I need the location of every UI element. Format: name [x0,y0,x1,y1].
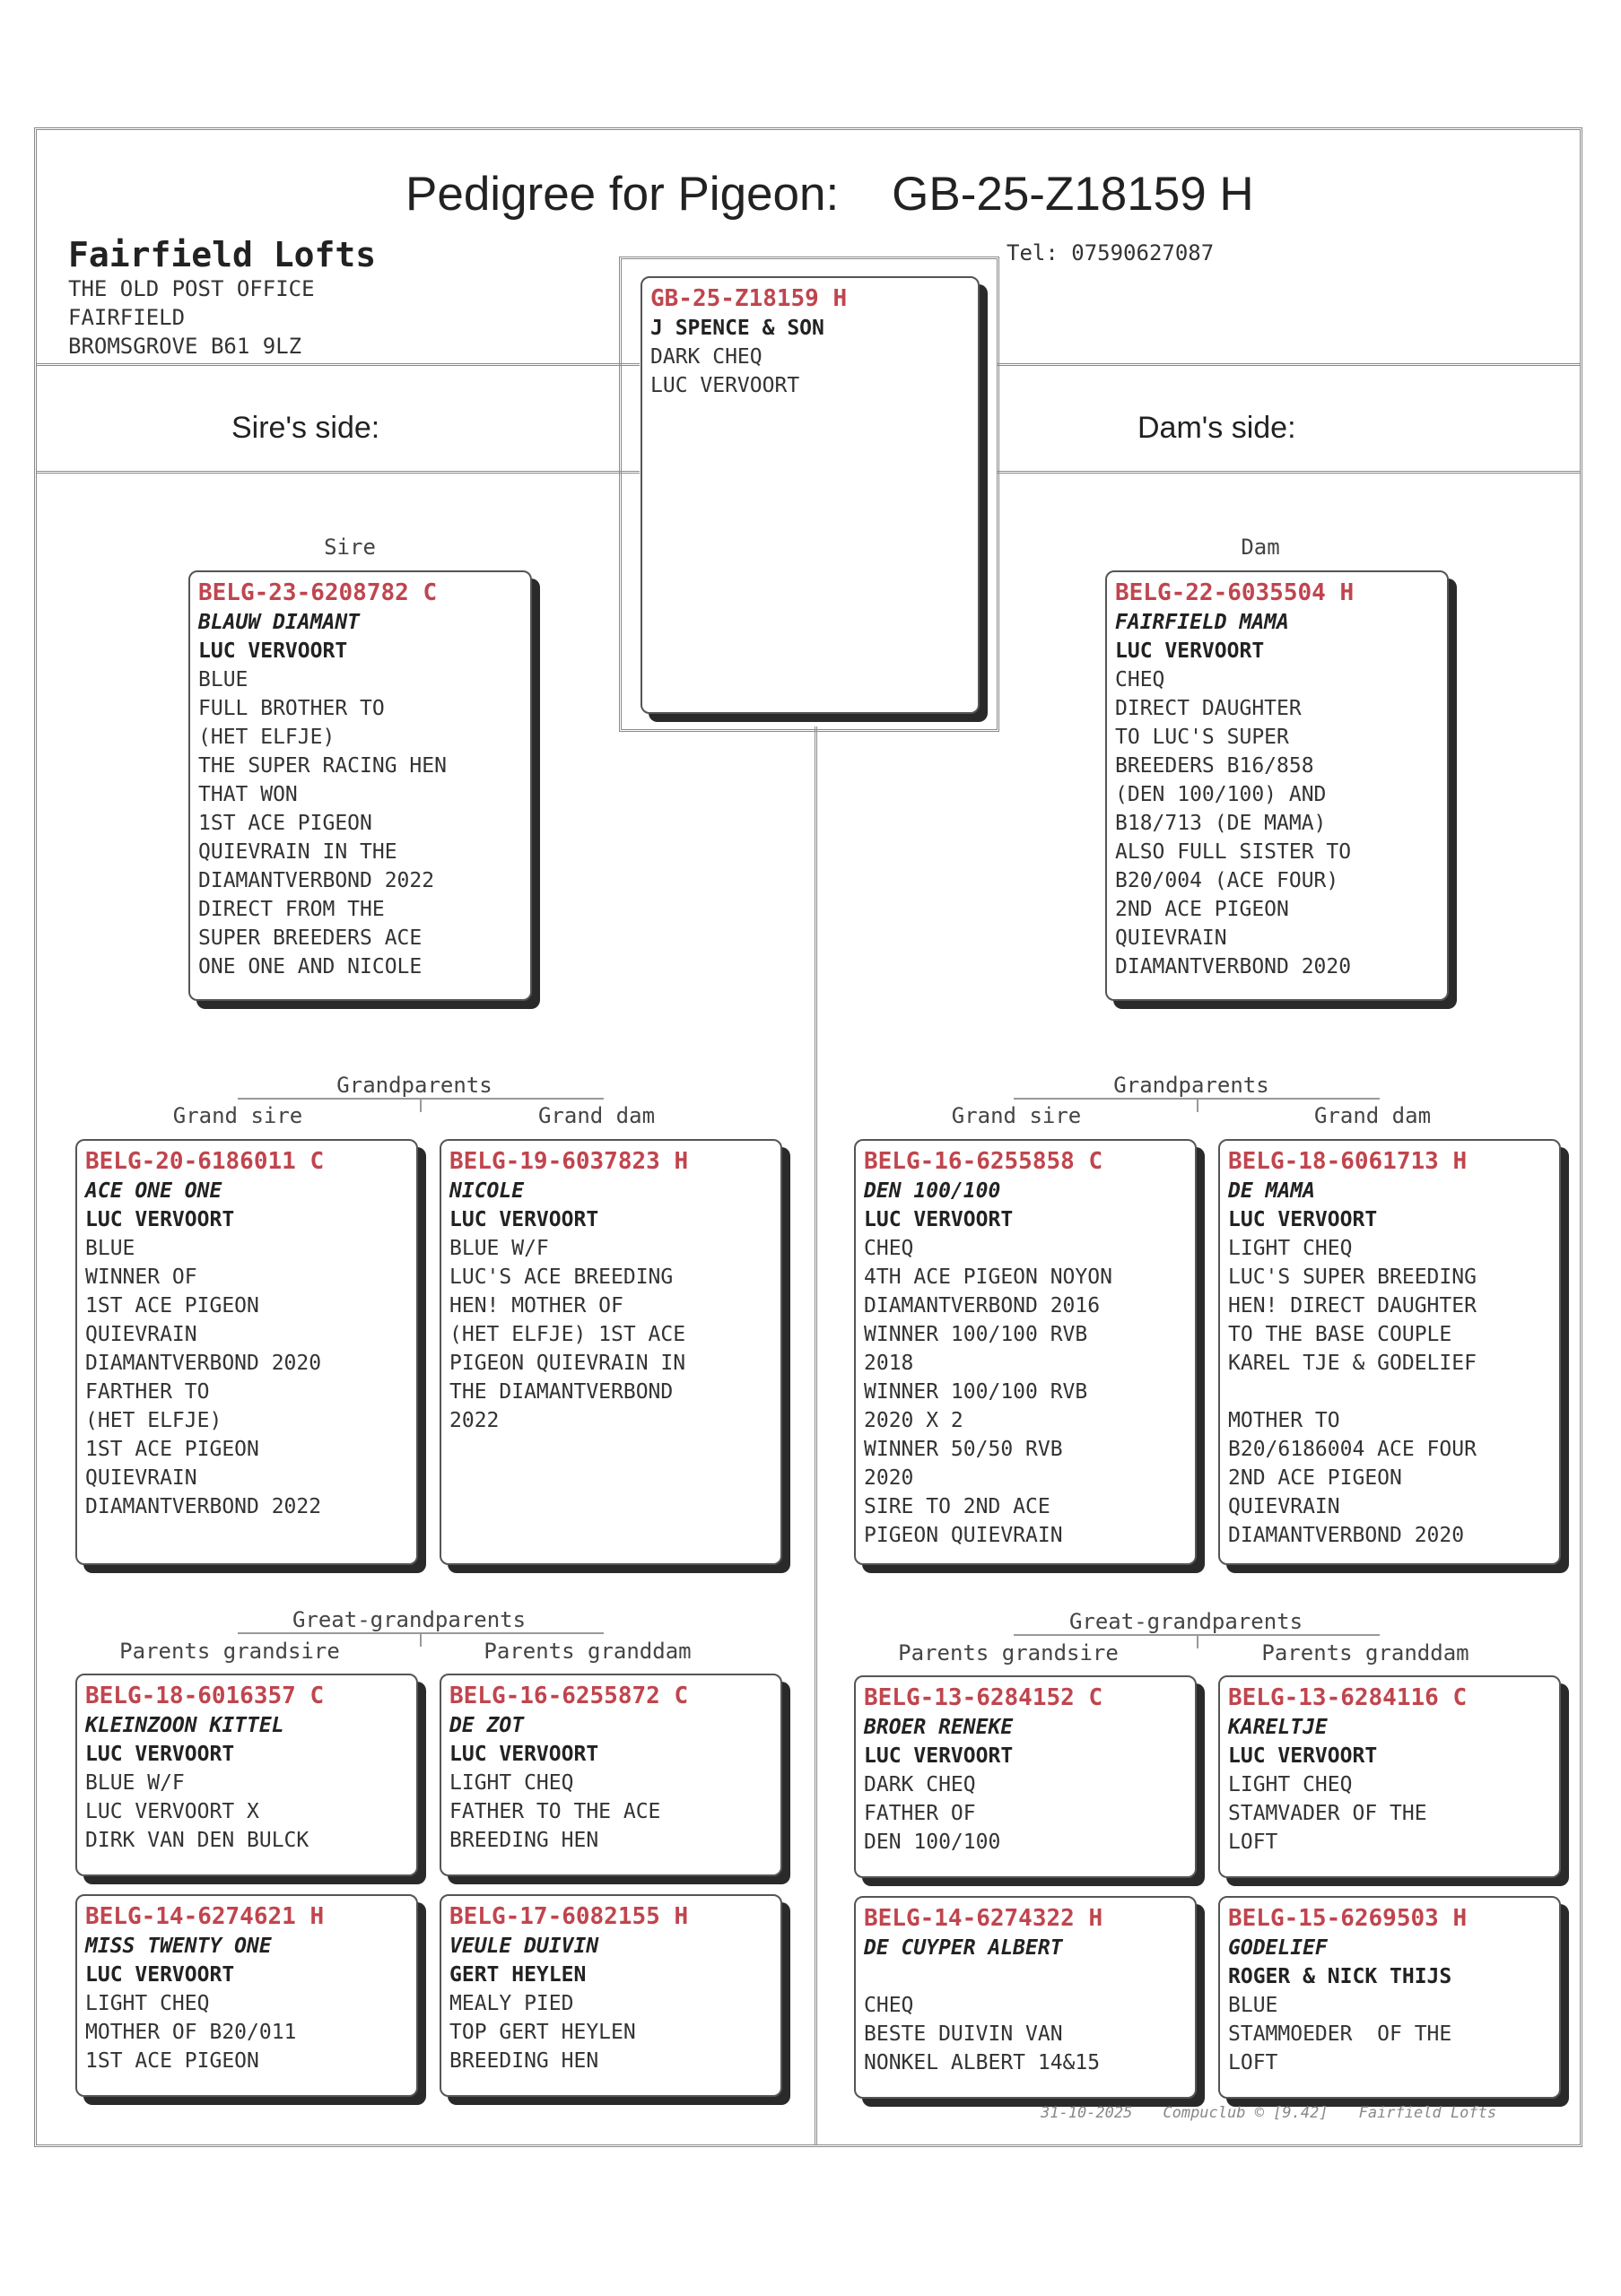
grand-sire-label: Grand sire [951,1103,1082,1128]
pedigree-note: MEALY PIED [449,1992,574,2015]
pedigree-note: QUIEVRAIN [85,1466,197,1490]
header-divider [37,363,640,366]
pedigree-note: 2018 [864,1352,914,1375]
pigeon-name: ACE ONE ONE [85,1179,222,1203]
great-grandparents-tick [1197,1634,1198,1648]
parents-granddam-label: Parents granddam [1261,1640,1469,1665]
great-grandparent-card [75,1674,418,1876]
pedigree-note: LUC VERVOORT [650,374,800,397]
ring-number: BELG-19-6037823 H [449,1148,689,1175]
ring-number: BELG-18-6061713 H [1228,1148,1468,1175]
breeder-name: LUC VERVOORT [85,1743,235,1766]
pedigree-note: SUPER BREEDERS ACE [198,926,423,950]
sires-side-heading: Sire's side: [231,411,380,445]
pedigree-note: BLUE W/F [85,1771,185,1795]
pedigree-note: ALSO FULL SISTER TO [1115,840,1352,864]
great-grandparent-card [440,1674,782,1876]
address-line: THE OLD POST OFFICE [68,276,315,301]
header-divider-right [998,363,1580,366]
pedigree-note: LIGHT CHEQ [85,1992,210,2015]
pedigree-note: THE DIAMANTVERBOND [449,1380,674,1404]
great-grandparents-heading: Great-grandparents [1068,1609,1303,1634]
ring-number: BELG-14-6274322 H [864,1905,1103,1932]
loft-name: Fairfield Lofts [68,235,377,274]
ring-number: BELG-23-6208782 C [198,579,438,606]
pedigree-note: BLUE [1228,1994,1278,2017]
grandparents-tick [420,1098,422,1112]
great-grandparent-card [1218,1896,1561,2099]
pedigree-note: 1ST ACE PIGEON [85,2049,259,2073]
ring-number: BELG-22-6035504 H [1115,579,1355,606]
pedigree-note: THAT WON [198,783,298,806]
ring-number: BELG-17-6082155 H [449,1903,689,1930]
dam-card [1105,570,1449,1001]
parents-granddam-label: Parents granddam [484,1639,692,1664]
pigeon-name: NICOLE [449,1179,525,1203]
sire-label: Sire [324,535,376,560]
ring-number: BELG-16-6255872 C [449,1683,689,1709]
great-grandparent-card [1218,1675,1561,1878]
pedigree-note: MOTHER OF B20/011 [85,2021,297,2044]
pedigree-note: B18/713 (DE MAMA) [1115,812,1327,835]
pedigree-note: WINNER 100/100 RVB [864,1380,1088,1404]
pedigree-note: TO THE BASE COUPLE [1228,1323,1452,1346]
pedigree-note: FATHER TO THE ACE [449,1800,661,1823]
breeder-name: GERT HEYLEN [449,1963,587,1987]
pedigree-note: (HET ELFJE) [198,726,336,749]
footer-loft: Fairfield Lofts [1358,2104,1497,2122]
pedigree-note: LIGHT CHEQ [1228,1237,1353,1260]
pedigree-note: BREEDING HEN [449,2049,599,2073]
pedigree-note: STAMVADER OF THE [1228,1802,1427,1825]
breeder-name: LUC VERVOORT [864,1744,1014,1768]
pedigree-note: PIGEON QUIEVRAIN [864,1524,1063,1547]
footer-date: 31-10-2025 [1041,2104,1133,2122]
sides-divider-right [998,471,1580,474]
dam-label: Dam [1241,535,1280,560]
ring-number: BELG-13-6284152 C [864,1684,1103,1711]
pedigree-note: DIAMANTVERBOND 2016 [864,1294,1101,1318]
pedigree-note: DIAMANTVERBOND 2020 [1228,1524,1465,1547]
pedigree-note: WINNER 50/50 RVB [864,1438,1063,1461]
pedigree-note: DIAMANTVERBOND 2022 [198,869,435,892]
grandparents-tick [1197,1098,1198,1112]
pedigree-note: DARK CHEQ [650,345,763,369]
pedigree-note: QUIEVRAIN [1115,926,1227,950]
pigeon-name: DE ZOT [449,1714,525,1737]
pedigree-note: 2022 [449,1409,500,1432]
pedigree-note: LOFT [1228,2051,1278,2074]
great-grandparents-heading: Great-grandparents [292,1607,527,1632]
subject-card [641,276,980,714]
pedigree-note: 1ST ACE PIGEON [85,1294,259,1318]
parents-grandsire-label: Parents grandsire [898,1640,1119,1665]
pedigree-note: DIAMANTVERBOND 2020 [1115,955,1352,978]
pedigree-note: LUC VERVOORT X [85,1800,259,1823]
pedigree-note: 2020 [864,1466,914,1490]
pedigree-note: FULL BROTHER TO [198,697,385,720]
great-grandparent-card [440,1894,782,2097]
telephone [1007,240,1214,265]
ring-number: BELG-18-6016357 C [85,1683,325,1709]
pedigree-note: DIRECT FROM THE [198,898,385,921]
ring-number: BELG-14-6274621 H [85,1903,325,1930]
pedigree-note: DIAMANTVERBOND 2022 [85,1495,322,1518]
page-title [405,167,1254,222]
pedigree-note: 2ND ACE PIGEON [1228,1466,1402,1490]
pedigree-note: DEN 100/100 [864,1831,1001,1854]
pedigree-note: B20/004 (ACE FOUR) [1115,869,1339,892]
pedigree-note: KAREL TJE & GODELIEF [1228,1352,1477,1375]
address-line: FAIRFIELD [68,305,186,330]
pedigree-note: BESTE DUIVIN VAN [864,2022,1063,2046]
breeder-name: LUC VERVOORT [198,639,348,663]
title-ring: GB-25-Z18159 H [892,168,1254,221]
breeder-name: LUC VERVOORT [1228,1744,1378,1768]
ring-number: GB-25-Z18159 H [650,285,848,312]
pedigree-note: (HET ELFJE) 1ST ACE [449,1323,686,1346]
breeder-name [864,1962,1187,1991]
great-grandparent-card [854,1675,1197,1878]
pedigree-note: STAMMOEDER OF THE [1228,2022,1452,2046]
pedigree-note: LIGHT CHEQ [1228,1773,1353,1796]
pedigree-note: QUIEVRAIN IN THE [198,840,397,864]
dams-side-heading: Dam's side: [1137,411,1296,445]
pedigree-note: BLUE [198,668,248,691]
pedigree-note: NONKEL ALBERT 14&15 [864,2051,1101,2074]
pedigree-note: LUC'S SUPER BREEDING [1228,1265,1477,1289]
footer [1041,2104,1496,2122]
breeder-name: J SPENCE & SON [650,317,824,340]
pedigree-note [1228,1378,1551,1406]
grand-dam-label: Grand dam [537,1103,656,1128]
pedigree-note: SIRE TO 2ND ACE [864,1495,1050,1518]
pigeon-name: VEULE DUIVIN [449,1935,599,1958]
grand-sire-label: Grand sire [172,1103,303,1128]
great-grandparent-card [854,1896,1197,2099]
pedigree-note: DIAMANTVERBOND 2020 [85,1352,322,1375]
pedigree-note: BREEDING HEN [449,1829,599,1852]
pigeon-name: BROER RENEKE [864,1716,1014,1739]
pedigree-note: FARTHER TO [85,1380,210,1404]
pedigree-note: 4TH ACE PIGEON NOYON [864,1265,1112,1289]
pedigree-note: LOFT [1228,1831,1278,1854]
pedigree-note: PIGEON QUIEVRAIN IN [449,1352,686,1375]
grand-dam-label: Grand dam [1313,1103,1432,1128]
pedigree-note: FATHER OF [864,1802,976,1825]
ring-number: BELG-13-6284116 C [1228,1684,1468,1711]
grandparents-heading: Grandparents [1113,1073,1269,1098]
grand-dam-card [1218,1139,1561,1565]
pedigree-note: 2020 X 2 [864,1409,963,1432]
breeder-name: ROGER & NICK THIJS [1228,1965,1452,1988]
pigeon-name: DEN 100/100 [864,1179,1001,1203]
pedigree-note: BREEDERS B16/858 [1115,754,1314,778]
pedigree-note: LUC'S ACE BREEDING [449,1265,674,1289]
parents-grandsire-label: Parents grandsire [119,1639,340,1664]
pigeon-name: KARELTJE [1228,1716,1328,1739]
breeder-name: LUC VERVOORT [449,1208,599,1231]
pigeon-name: GODELIEF [1228,1936,1328,1960]
pedigree-note: DIRK VAN DEN BULCK [85,1829,309,1852]
pigeon-name: KLEINZOON KITTEL [85,1714,284,1737]
center-divider [815,726,817,2144]
pedigree-note: 1ST ACE PIGEON [85,1438,259,1461]
pedigree-note: CHEQ [1115,668,1165,691]
breeder-name: LUC VERVOORT [85,1208,235,1231]
pigeon-name: MISS TWENTY ONE [85,1935,272,1958]
great-grandparent-card [75,1894,418,2097]
pedigree-note: DIRECT DAUGHTER [1115,697,1302,720]
pedigree-note: ONE ONE AND NICOLE [198,955,423,978]
pedigree-note: 2ND ACE PIGEON [1115,898,1289,921]
pedigree-note: QUIEVRAIN [1228,1495,1340,1518]
pedigree-note: BLUE [85,1237,135,1260]
pigeon-name: DE CUYPER ALBERT [864,1936,1063,1960]
pedigree-note: HEN! MOTHER OF [449,1294,623,1318]
pedigree-note: TO LUC'S SUPER [1115,726,1289,749]
pedigree-note: (HET ELFJE) [85,1409,222,1432]
breeder-name: LUC VERVOORT [1228,1208,1378,1231]
pedigree-note: DARK CHEQ [864,1773,976,1796]
breeder-name: LUC VERVOORT [449,1743,599,1766]
pedigree-note: QUIEVRAIN [85,1323,197,1346]
address-line: BROMSGROVE B61 9LZ [68,334,302,359]
grandparents-heading: Grandparents [336,1073,492,1098]
tel-label: Tel: [1007,240,1059,265]
grand-sire-card [75,1139,418,1565]
ring-number: BELG-20-6186011 C [85,1148,325,1175]
sire-card [188,570,532,1001]
grand-dam-card [440,1139,782,1565]
pedigree-note: BLUE W/F [449,1237,549,1260]
pedigree-note: B20/6186004 ACE FOUR [1228,1438,1477,1461]
pedigree-note: WINNER OF [85,1265,197,1289]
pedigree-note: CHEQ [864,1994,914,2017]
great-grandparents-tick [420,1632,422,1647]
sides-divider [37,471,640,474]
title-prefix: Pedigree for Pigeon: [405,168,840,221]
ring-number: BELG-15-6269503 H [1228,1905,1468,1932]
footer-software: Compuclub © [9.42] [1163,2104,1329,2122]
breeder-name: LUC VERVOORT [864,1208,1014,1231]
pedigree-note: THE SUPER RACING HEN [198,754,447,778]
pigeon-name: BLAUW DIAMANT [198,611,361,634]
pedigree-note: TOP GERT HEYLEN [449,2021,636,2044]
pigeon-name: DE MAMA [1228,1179,1315,1203]
ring-number: BELG-16-6255858 C [864,1148,1103,1175]
tel-number: 07590627087 [1071,240,1215,265]
pedigree-note: (DEN 100/100) AND [1115,783,1327,806]
pedigree-note: MOTHER TO [1228,1409,1340,1432]
pedigree-note: 1ST ACE PIGEON [198,812,372,835]
breeder-name: LUC VERVOORT [1115,639,1265,663]
breeder-name: LUC VERVOORT [85,1963,235,1987]
pedigree-note: LIGHT CHEQ [449,1771,574,1795]
pedigree-note: WINNER 100/100 RVB [864,1323,1088,1346]
grand-sire-card [854,1139,1197,1565]
pedigree-note: HEN! DIRECT DAUGHTER [1228,1294,1477,1318]
pigeon-name: FAIRFIELD MAMA [1115,611,1289,634]
pedigree-note: CHEQ [864,1237,914,1260]
